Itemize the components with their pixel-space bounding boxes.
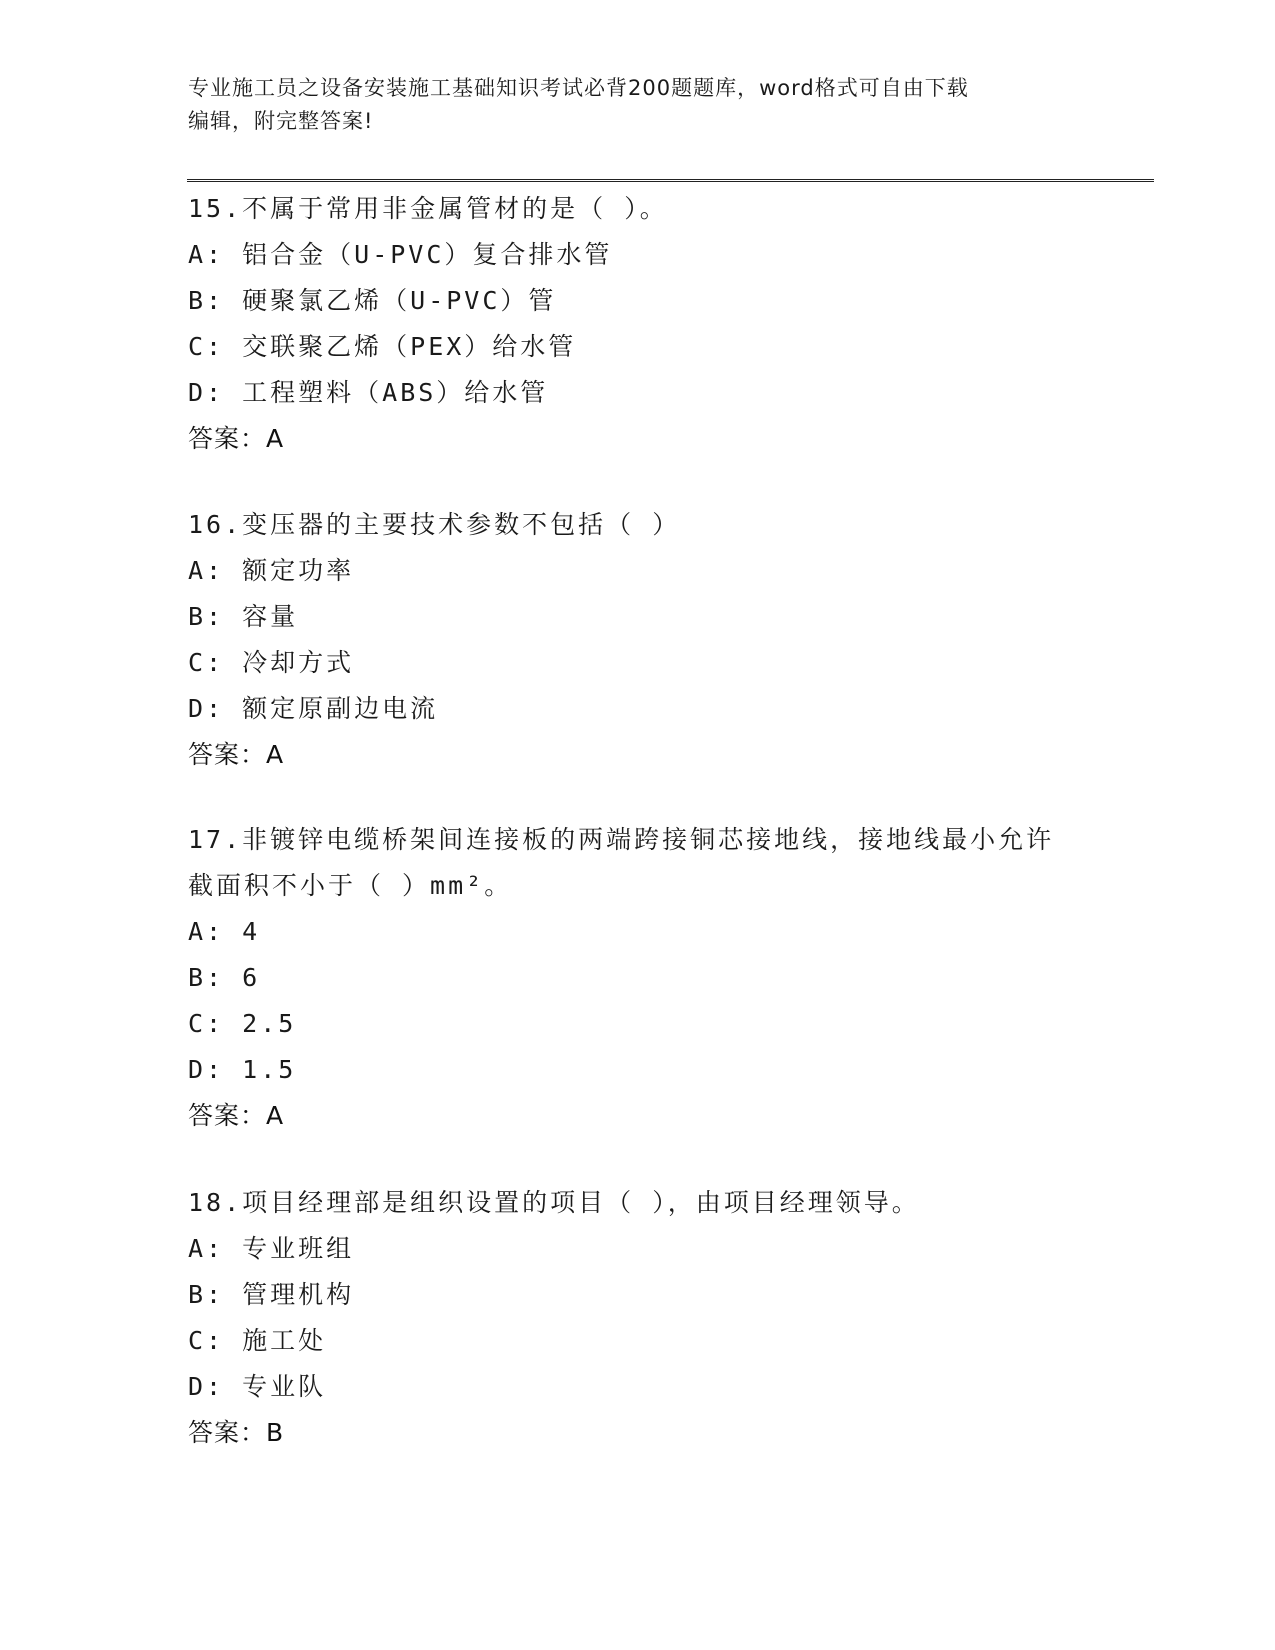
question-stem: 18.项目经理部是组织设置的项目（ ），由项目经理领导。 [188, 1188, 920, 1217]
option-d: D: 专业队 [188, 1372, 327, 1401]
question-stem-line-1: 17.非镀锌电缆桥架间连接板的两端跨接铜芯接地线，接地线最小允许 [188, 825, 1055, 854]
question-16 [188, 502, 1188, 778]
question-18 [188, 1180, 1188, 1456]
option-d: D: 工程塑料（ABS）给水管 [188, 378, 549, 407]
option-a: A: 铝合金（U-PVC）复合排水管 [188, 240, 613, 269]
option-b: B: 管理机构 [188, 1280, 355, 1309]
option-b: B: 硬聚氯乙烯（U-PVC）管 [188, 286, 557, 315]
question-17 [188, 817, 1188, 1139]
question-stem: 15.不属于常用非金属管材的是（ ）。 [188, 194, 668, 223]
header-divider [187, 179, 1154, 183]
header-title-line-1: 专业施工员之设备安装施工基础知识考试必背200题题库，word格式可自由下载 [188, 76, 969, 100]
question-15 [188, 186, 1188, 462]
header-title-line-2: 编辑，附完整答案! [188, 109, 374, 133]
option-a: A: 4 [188, 917, 261, 946]
answer: 答案：A [188, 1101, 285, 1130]
question-stem: 16.变压器的主要技术参数不包括（ ） [188, 510, 681, 539]
document-header [188, 72, 1088, 138]
option-c: C: 施工处 [188, 1326, 327, 1355]
option-a: A: 专业班组 [188, 1234, 355, 1263]
option-d: D: 1.5 [188, 1055, 297, 1084]
option-a: A: 额定功率 [188, 556, 355, 585]
option-c: C: 冷却方式 [188, 648, 355, 677]
answer: 答案：A [188, 424, 285, 453]
answer: 答案：A [188, 740, 285, 769]
option-c: C: 交联聚乙烯（PEX）给水管 [188, 332, 577, 361]
option-d: D: 额定原副边电流 [188, 694, 439, 723]
option-b: B: 容量 [188, 602, 299, 631]
question-stem-line-2: 截面积不小于（ ）mm²。 [188, 871, 513, 900]
option-c: C: 2.5 [188, 1009, 297, 1038]
option-b: B: 6 [188, 963, 261, 992]
answer: 答案：B [188, 1418, 285, 1447]
